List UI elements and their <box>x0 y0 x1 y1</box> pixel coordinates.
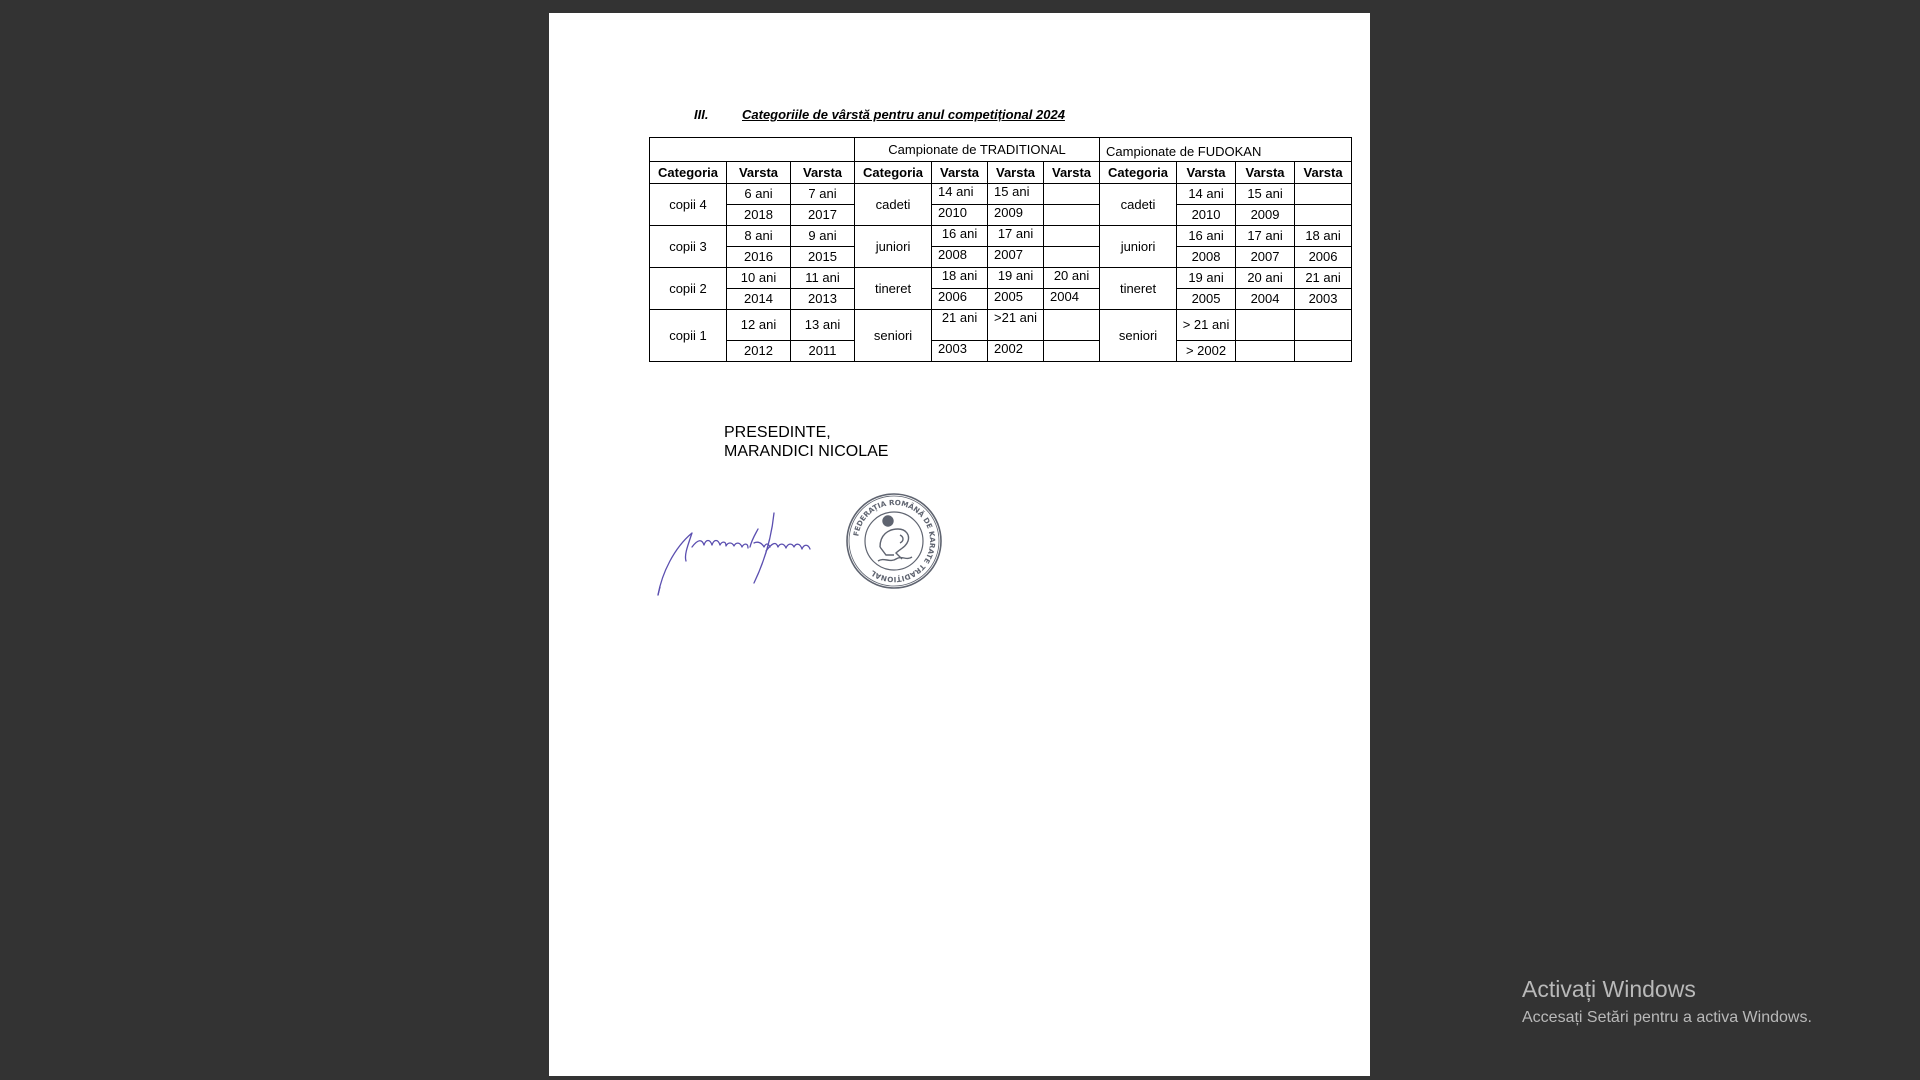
stamp-ring-text: FEDERAȚIA ROMÂNĂ DE KARATE TRADIȚIONAL <box>851 497 938 585</box>
category-cell: tineret <box>1100 268 1177 310</box>
section-number: III. <box>694 107 709 122</box>
table-row <box>650 205 1352 226</box>
section-title: Categoriile de vârstă pentru anul competițional 2024 <box>742 107 1065 122</box>
age-cell: 7 ani <box>791 184 855 205</box>
age-cell: > 21 ani <box>1177 310 1236 341</box>
header-varsta: Varsta <box>1177 162 1236 184</box>
year-cell: 2009 <box>1236 205 1295 226</box>
table-row <box>650 226 1352 247</box>
year-cell: 2008 <box>932 247 988 268</box>
group-traditional: Campionate de TRADITIONAL <box>855 138 1100 162</box>
age-cell: >21 ani <box>988 310 1044 341</box>
signer-block <box>724 423 888 461</box>
year-cell: 2009 <box>988 205 1044 226</box>
year-cell: 2011 <box>791 341 855 362</box>
group-fudokan: Campionate de FUDOKAN <box>1100 138 1352 162</box>
year-cell: 2006 <box>1295 247 1352 268</box>
age-cell: 18 ani <box>932 268 988 289</box>
age-cell: 20 ani <box>1236 268 1295 289</box>
age-cell: 20 ani <box>1044 268 1100 289</box>
header-varsta: Varsta <box>932 162 988 184</box>
document-page <box>549 13 1370 1076</box>
watermark-title: Activați Windows <box>1522 976 1696 1002</box>
age-cell: 9 ani <box>791 226 855 247</box>
handwritten-signature <box>654 503 854 598</box>
year-cell <box>1295 205 1352 226</box>
age-cell: 8 ani <box>727 226 791 247</box>
age-categories-table <box>649 137 1352 362</box>
year-cell: > 2002 <box>1177 341 1236 362</box>
year-cell: 2015 <box>791 247 855 268</box>
age-cell: 17 ani <box>1236 226 1295 247</box>
age-cell: 15 ani <box>1236 184 1295 205</box>
category-cell: copii 2 <box>650 268 727 310</box>
age-cell: 16 ani <box>1177 226 1236 247</box>
year-cell: 2002 <box>988 341 1044 362</box>
age-cell <box>1044 310 1100 341</box>
year-cell <box>1044 205 1100 226</box>
year-cell: 2010 <box>1177 205 1236 226</box>
year-cell: 2003 <box>1295 289 1352 310</box>
header-categoria: Categoria <box>650 162 727 184</box>
category-cell: tineret <box>855 268 932 310</box>
header-varsta: Varsta <box>727 162 791 184</box>
year-cell: 2012 <box>727 341 791 362</box>
category-cell: cadeti <box>1100 184 1177 226</box>
signer-role: PRESEDINTE, <box>724 424 831 441</box>
age-cell: 19 ani <box>1177 268 1236 289</box>
age-cell: 21 ani <box>1295 268 1352 289</box>
age-cell: 19 ani <box>988 268 1044 289</box>
category-cell: juniori <box>855 226 932 268</box>
year-cell: 2004 <box>1236 289 1295 310</box>
age-cell: 15 ani <box>988 184 1044 205</box>
year-cell: 2007 <box>1236 247 1295 268</box>
age-cell: 14 ani <box>1177 184 1236 205</box>
category-cell: seniori <box>1100 310 1177 362</box>
year-cell: 2010 <box>932 205 988 226</box>
category-cell: copii 1 <box>650 310 727 362</box>
empty-group-cell <box>650 138 855 162</box>
age-cell: 11 ani <box>791 268 855 289</box>
year-cell: 2013 <box>791 289 855 310</box>
table-row <box>650 268 1352 289</box>
age-cell: 12 ani <box>727 310 791 341</box>
table-row <box>650 184 1352 205</box>
windows-activation-watermark <box>1522 975 1812 1029</box>
age-cell: 6 ani <box>727 184 791 205</box>
year-cell <box>1044 341 1100 362</box>
age-cell: 14 ani <box>932 184 988 205</box>
year-cell: 2003 <box>932 341 988 362</box>
header-varsta: Varsta <box>1236 162 1295 184</box>
age-cell <box>1295 310 1352 341</box>
category-cell: seniori <box>855 310 932 362</box>
column-header-row <box>650 162 1352 184</box>
age-cell: 21 ani <box>932 310 988 341</box>
signer-name: MARANDICI NICOLAE <box>724 443 889 460</box>
year-cell: 2005 <box>988 289 1044 310</box>
category-cell: copii 3 <box>650 226 727 268</box>
watermark-subtitle: Accesați Setări pentru a activa Windows. <box>1522 1009 1812 1026</box>
group-header-row <box>650 138 1352 162</box>
year-cell <box>1295 341 1352 362</box>
age-cell: 16 ani <box>932 226 988 247</box>
year-cell: 2014 <box>727 289 791 310</box>
header-categoria: Categoria <box>855 162 932 184</box>
year-cell: 2007 <box>988 247 1044 268</box>
table-row <box>650 341 1352 362</box>
table-row <box>650 289 1352 310</box>
year-cell <box>1236 341 1295 362</box>
category-cell: copii 4 <box>650 184 727 226</box>
stamp-emblem <box>878 516 912 561</box>
year-cell: 2004 <box>1044 289 1100 310</box>
table-row <box>650 310 1352 341</box>
year-cell: 2005 <box>1177 289 1236 310</box>
age-cell: 17 ani <box>988 226 1044 247</box>
table-row <box>650 247 1352 268</box>
age-cell <box>1295 184 1352 205</box>
year-cell <box>1044 247 1100 268</box>
federation-stamp <box>844 491 944 591</box>
age-cell: 13 ani <box>791 310 855 341</box>
category-cell: cadeti <box>855 184 932 226</box>
age-cell: 18 ani <box>1295 226 1352 247</box>
header-categoria: Categoria <box>1100 162 1177 184</box>
age-cell <box>1236 310 1295 341</box>
age-cell: 10 ani <box>727 268 791 289</box>
header-varsta: Varsta <box>988 162 1044 184</box>
age-cell <box>1044 226 1100 247</box>
age-cell <box>1044 184 1100 205</box>
year-cell: 2016 <box>727 247 791 268</box>
header-varsta: Varsta <box>1044 162 1100 184</box>
header-varsta: Varsta <box>791 162 855 184</box>
category-cell: juniori <box>1100 226 1177 268</box>
year-cell: 2006 <box>932 289 988 310</box>
header-varsta: Varsta <box>1295 162 1352 184</box>
year-cell: 2018 <box>727 205 791 226</box>
year-cell: 2008 <box>1177 247 1236 268</box>
year-cell: 2017 <box>791 205 855 226</box>
